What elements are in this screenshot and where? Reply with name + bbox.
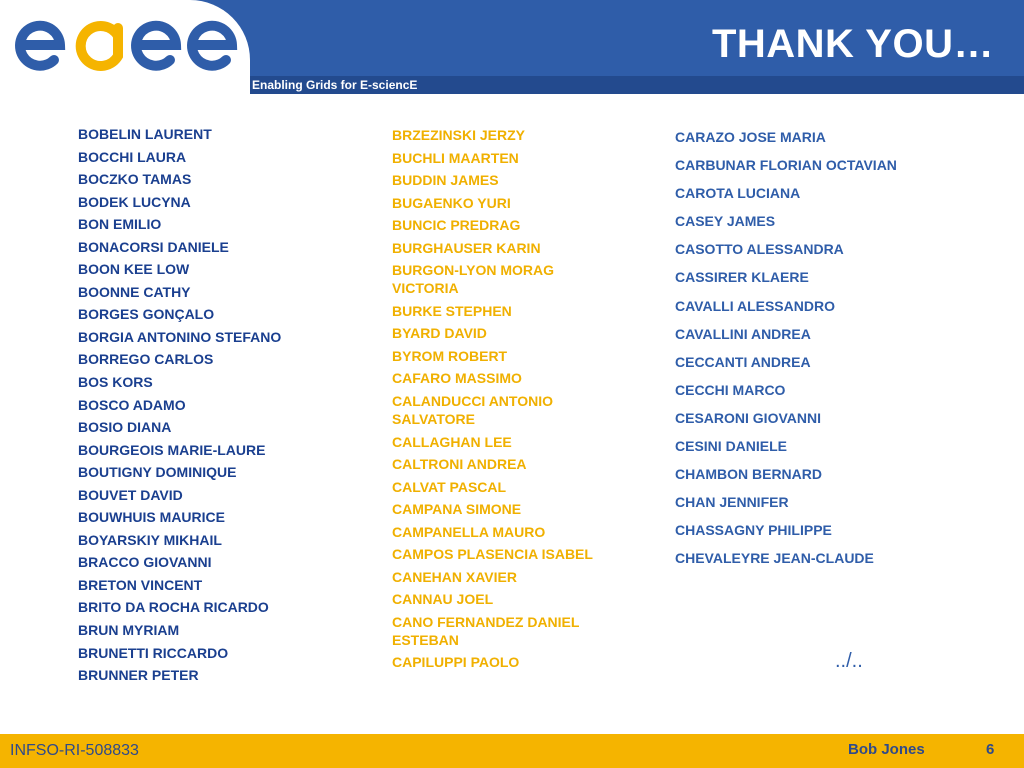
name-item: BOSCO ADAMO xyxy=(78,396,186,413)
egee-logo xyxy=(0,0,250,94)
name-item: CALANDUCCI ANTONIO SALVATORE xyxy=(392,393,553,428)
name-item: CHAN JENNIFER xyxy=(675,494,789,511)
name-item: BRZEZINSKI JERZY xyxy=(392,127,526,143)
names-column-1 xyxy=(78,125,368,689)
name-item: CASOTTO ALESSANDRA xyxy=(675,241,844,258)
name-item: BUDDIN JAMES xyxy=(392,172,499,189)
name-item: BORGES GONÇALO xyxy=(78,306,215,323)
page-number: 6 xyxy=(986,741,995,758)
name-item: BUNCIC PREDRAG xyxy=(392,217,521,234)
name-item: CAPILUPPI PAOLO xyxy=(392,654,520,671)
name-item: CHASSAGNY PHILIPPE xyxy=(675,522,832,539)
name-item: CAMPANA SIMONE xyxy=(392,501,522,518)
name-item: CARAZO JOSE MARIA xyxy=(675,129,826,145)
name-item: CASSIRER KLAERE xyxy=(675,269,809,286)
name-item: CAVALLINI ANDREA xyxy=(675,325,811,342)
name-item: CHEVALEYRE JEAN-CLAUDE xyxy=(675,550,874,567)
name-item: CECCHI MARCO xyxy=(675,381,786,398)
name-item: CALVAT PASCAL xyxy=(392,478,507,495)
name-item: CANNAU JOEL xyxy=(392,591,494,608)
name-item: CANO FERNANDEZ DANIEL ESTEBAN xyxy=(392,613,580,648)
name-item: BUGAENKO YURI xyxy=(392,194,511,211)
name-item: BOURGEOIS MARIE-LAURE xyxy=(78,441,266,458)
name-item: CAFARO MASSIMO xyxy=(392,370,522,387)
name-item: BRITO DA ROCHA RICARDO xyxy=(78,599,269,616)
name-item: BYROM ROBERT xyxy=(392,347,508,364)
project-id: INFSO-RI-508833 xyxy=(10,742,139,759)
name-item: CESARONI GIOVANNI xyxy=(675,409,821,426)
name-item: CAVALLI ALESSANDRO xyxy=(675,297,835,314)
header-bar xyxy=(0,0,1024,94)
name-item: BON EMILIO xyxy=(78,216,162,233)
name-item: BOS KORS xyxy=(78,374,153,391)
name-item: BOBELIN LAURENT xyxy=(78,126,212,142)
name-item: CALLAGHAN LEE xyxy=(392,433,512,450)
name-item: BOUWHUIS MAURICE xyxy=(78,509,225,526)
name-item: BOONNE CATHY xyxy=(78,283,191,300)
name-item: BOYARSKIY MIKHAIL xyxy=(78,531,222,548)
name-item: CECCANTI ANDREA xyxy=(675,353,811,370)
name-item: BRUNNER PETER xyxy=(78,667,199,684)
name-item: BURKE STEPHEN xyxy=(392,302,512,319)
name-item: CAMPANELLA MAURO xyxy=(392,523,546,540)
name-item: CASEY JAMES xyxy=(675,213,776,230)
name-item: BOUTIGNY DOMINIQUE xyxy=(78,464,237,481)
name-item: BYARD DAVID xyxy=(392,325,487,342)
name-item: BOON KEE LOW xyxy=(78,261,190,278)
name-item: CAMPOS PLASENCIA ISABEL xyxy=(392,546,593,563)
name-item: BODEK LUCYNA xyxy=(78,193,191,210)
name-item: BURGHAUSER KARIN xyxy=(392,239,541,256)
name-item: BUCHLI MAARTEN xyxy=(392,149,519,166)
name-item: BOCZKO TAMAS xyxy=(78,171,192,188)
name-item: BOSIO DIANA xyxy=(78,419,172,436)
author-name: Bob Jones xyxy=(848,741,925,758)
name-item: BORREGO CARLOS xyxy=(78,351,214,368)
name-item: BORGIA ANTONINO STEFANO xyxy=(78,328,282,345)
name-item: CAROTA LUCIANA xyxy=(675,185,801,202)
name-item: BRUNETTI RICCARDO xyxy=(78,644,229,661)
name-item: BONACORSI DANIELE xyxy=(78,238,229,255)
name-item: BRETON VINCENT xyxy=(78,576,203,593)
name-item: CARBUNAR FLORIAN OCTAVIAN xyxy=(675,157,897,174)
name-item: BOUVET DAVID xyxy=(78,486,183,503)
name-item: CANEHAN XAVIER xyxy=(392,568,517,585)
name-item: BRACCO GIOVANNI xyxy=(78,554,212,571)
name-item: BURGON-LYON MORAG VICTORIA xyxy=(392,262,555,297)
name-item: BOCCHI LAURA xyxy=(78,148,187,165)
footer-bar xyxy=(0,734,1024,768)
egee-logo-icon xyxy=(12,14,242,76)
name-item: CALTRONI ANDREA xyxy=(392,456,527,473)
name-item: CESINI DANIELE xyxy=(675,438,788,455)
continuation-mark: ../.. xyxy=(835,650,863,672)
names-column-3 xyxy=(675,128,975,578)
names-column-2 xyxy=(392,126,622,676)
page-title: THANK YOU… xyxy=(711,22,994,66)
name-item: CHAMBON BERNARD xyxy=(675,466,822,483)
tagline: Enabling Grids for E-sciencE xyxy=(252,78,418,92)
name-item: BRUN MYRIAM xyxy=(78,622,180,639)
